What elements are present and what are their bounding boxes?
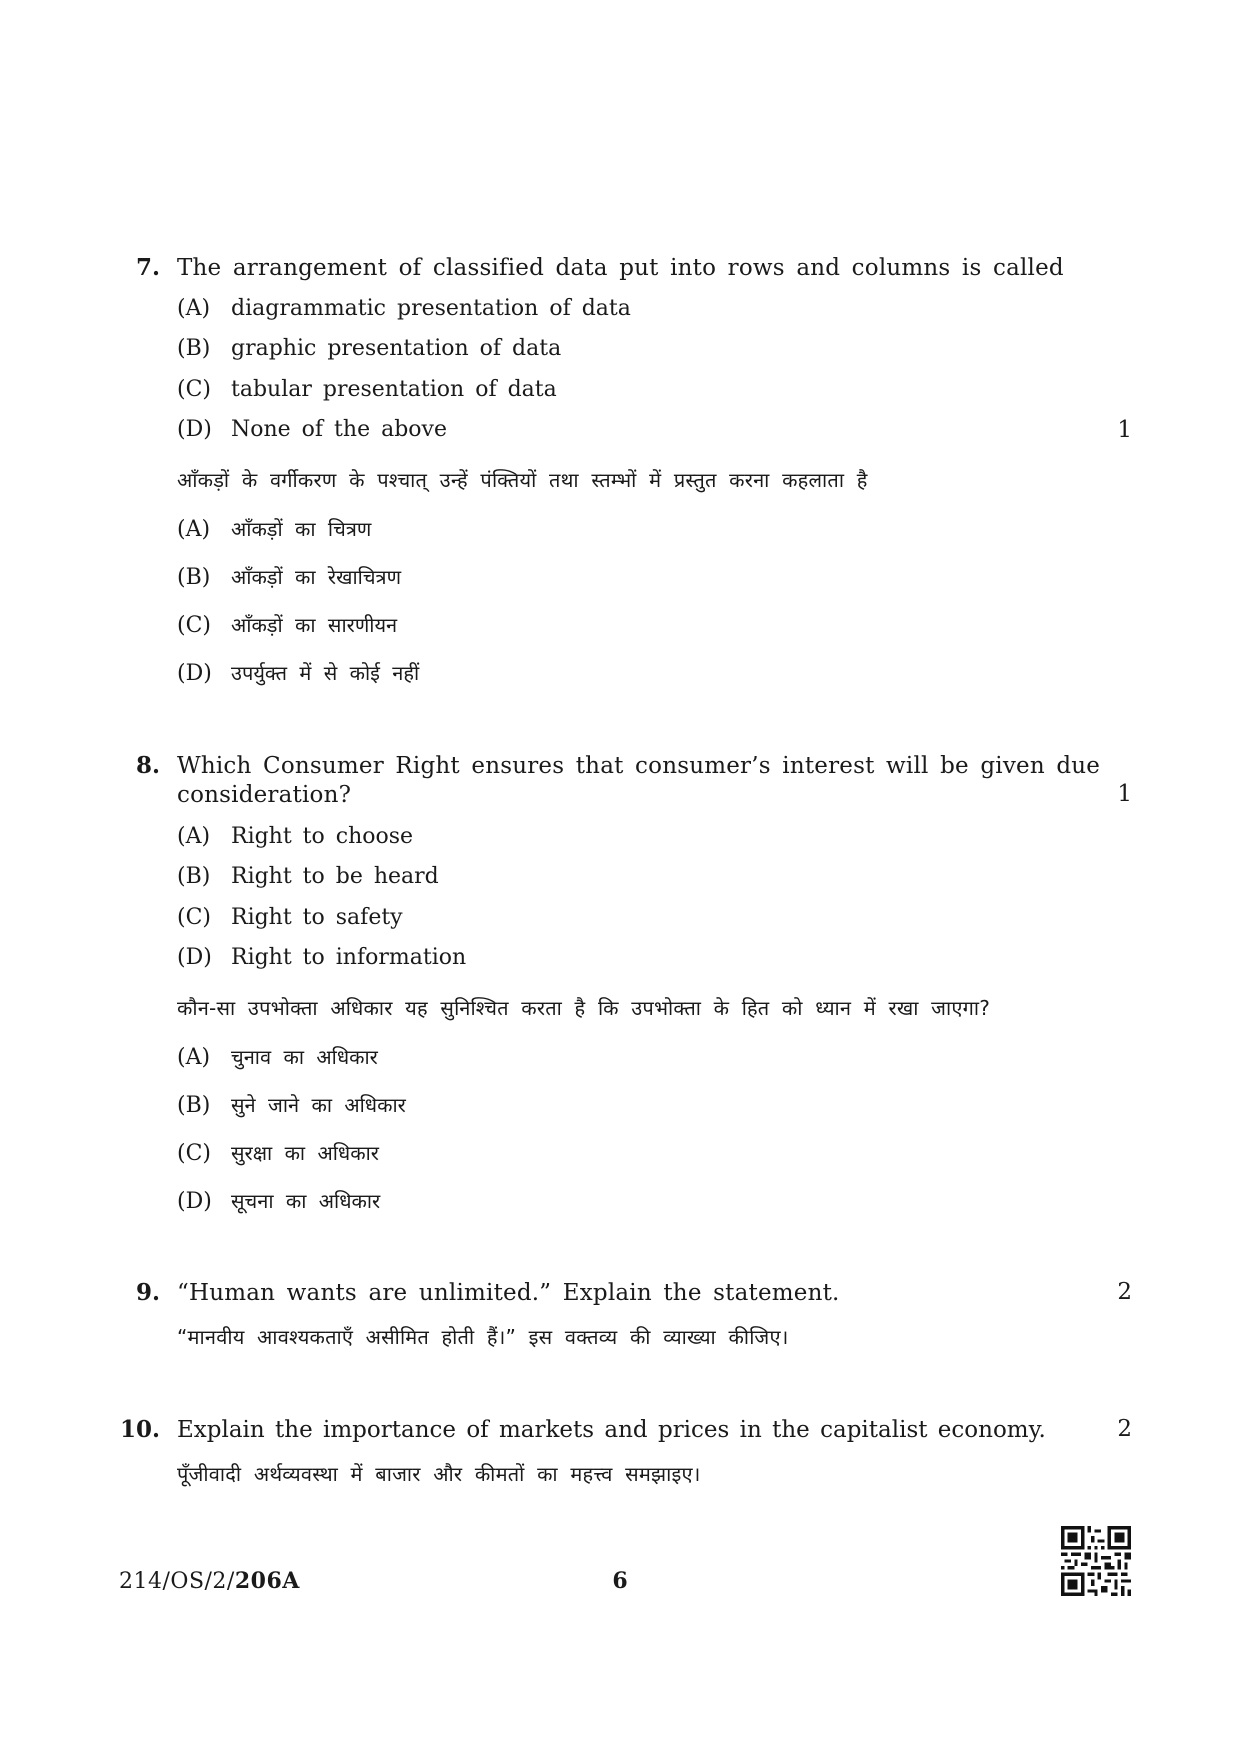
marks: 1: [1117, 781, 1132, 807]
option-a-en: [177, 824, 413, 849]
option-letter: (B): [177, 1093, 211, 1118]
question-text-en: The arrangement of classified data put into rows and columns is called: [177, 255, 1064, 281]
option-b-hi: [177, 1091, 406, 1118]
option-c-hi: [177, 1139, 379, 1166]
option-text: Right to choose: [231, 824, 414, 849]
option-text: None of the above: [231, 417, 447, 442]
paper-code-bold: 206A: [234, 1568, 300, 1594]
qr-code-icon: [1061, 1526, 1131, 1596]
option-letter: (D): [177, 417, 212, 442]
marks: 1: [1117, 417, 1132, 443]
option-a-hi: [177, 515, 371, 542]
option-c-hi: [177, 611, 397, 638]
option-text: graphic presentation of data: [231, 336, 562, 361]
option-d-hi: [177, 659, 419, 686]
option-letter: (B): [177, 864, 211, 889]
option-letter: (C): [177, 377, 211, 402]
option-b-en: [177, 864, 439, 889]
option-a-hi: [177, 1043, 378, 1070]
option-text: चुनाव का अधिकार: [231, 1045, 378, 1069]
option-b-en: [177, 336, 561, 361]
option-d-hi: [177, 1187, 380, 1214]
question-number: 10.: [119, 1416, 160, 1443]
question-number: 7.: [135, 254, 160, 281]
option-letter: (B): [177, 336, 211, 361]
paper-code-prefix: 214/OS/2/: [119, 1569, 235, 1594]
question-text-en-line2: consideration?: [177, 782, 352, 808]
option-letter: (A): [177, 296, 211, 321]
option-b-hi: [177, 563, 401, 590]
option-text: आँकड़ों का चित्रण: [231, 517, 372, 541]
question-text-en-line1: Which Consumer Right ensures that consumer’s interest will be given due: [177, 753, 1101, 779]
option-letter: (A): [177, 824, 211, 849]
question-text-hi: पूँजीवादी अर्थव्यवस्था में बाजार और कीमतों का महत्त्व समझाइए।: [177, 1462, 701, 1486]
page-number: 6: [612, 1568, 628, 1594]
option-text: आँकड़ों का सारणीयन: [231, 613, 398, 637]
option-text: Right to be heard: [231, 864, 439, 889]
question-text-en: Explain the importance of markets and prices in the capitalist economy.: [177, 1417, 1046, 1443]
option-text: सुरक्षा का अधिकार: [231, 1141, 379, 1165]
option-letter: (C): [177, 613, 211, 638]
option-letter: (D): [177, 1189, 212, 1214]
option-text: diagrammatic presentation of data: [231, 296, 631, 321]
option-text: उपर्युक्त में से कोई नहीं: [231, 661, 420, 685]
option-a-en: [177, 296, 631, 321]
question-text-hi: “मानवीय आवश्यकताएँ असीमित होती हैं।” इस वक्तव्य की व्याख्या कीजिए।: [177, 1325, 789, 1349]
question-text-hi: आँकड़ों के वर्गीकरण के पश्चात् उन्हें पंक्तियों तथा स्तम्भों में प्रस्तुत करना कहलाता है: [177, 468, 868, 492]
option-letter: (C): [177, 905, 211, 930]
option-letter: (A): [177, 1045, 211, 1070]
option-letter: (B): [177, 565, 211, 590]
option-text: सुने जाने का अधिकार: [231, 1093, 406, 1117]
marks: 2: [1117, 1416, 1132, 1442]
option-text: Right to safety: [231, 905, 403, 930]
question-text-hi: कौन-सा उपभोक्ता अधिकार यह सुनिश्चित करता है कि उपभोक्ता के हित को ध्यान में रखा जाएगा?: [177, 996, 991, 1020]
option-letter: (A): [177, 517, 211, 542]
option-text: Right to information: [231, 945, 467, 970]
option-text: tabular presentation of data: [231, 377, 557, 402]
option-d-en: [177, 417, 447, 442]
option-letter: (C): [177, 1141, 211, 1166]
option-letter: (D): [177, 661, 212, 686]
question-number: 9.: [135, 1279, 160, 1306]
option-c-en: [177, 377, 557, 402]
question-text-en: “Human wants are unlimited.” Explain the statement.: [177, 1280, 840, 1306]
option-text: सूचना का अधिकार: [231, 1189, 381, 1213]
option-d-en: [177, 945, 466, 970]
marks: 2: [1117, 1279, 1132, 1305]
option-c-en: [177, 905, 403, 930]
option-letter: (D): [177, 945, 212, 970]
paper-code: [119, 1568, 300, 1594]
question-number: 8.: [135, 752, 160, 779]
option-text: आँकड़ों का रेखाचित्रण: [231, 565, 402, 589]
